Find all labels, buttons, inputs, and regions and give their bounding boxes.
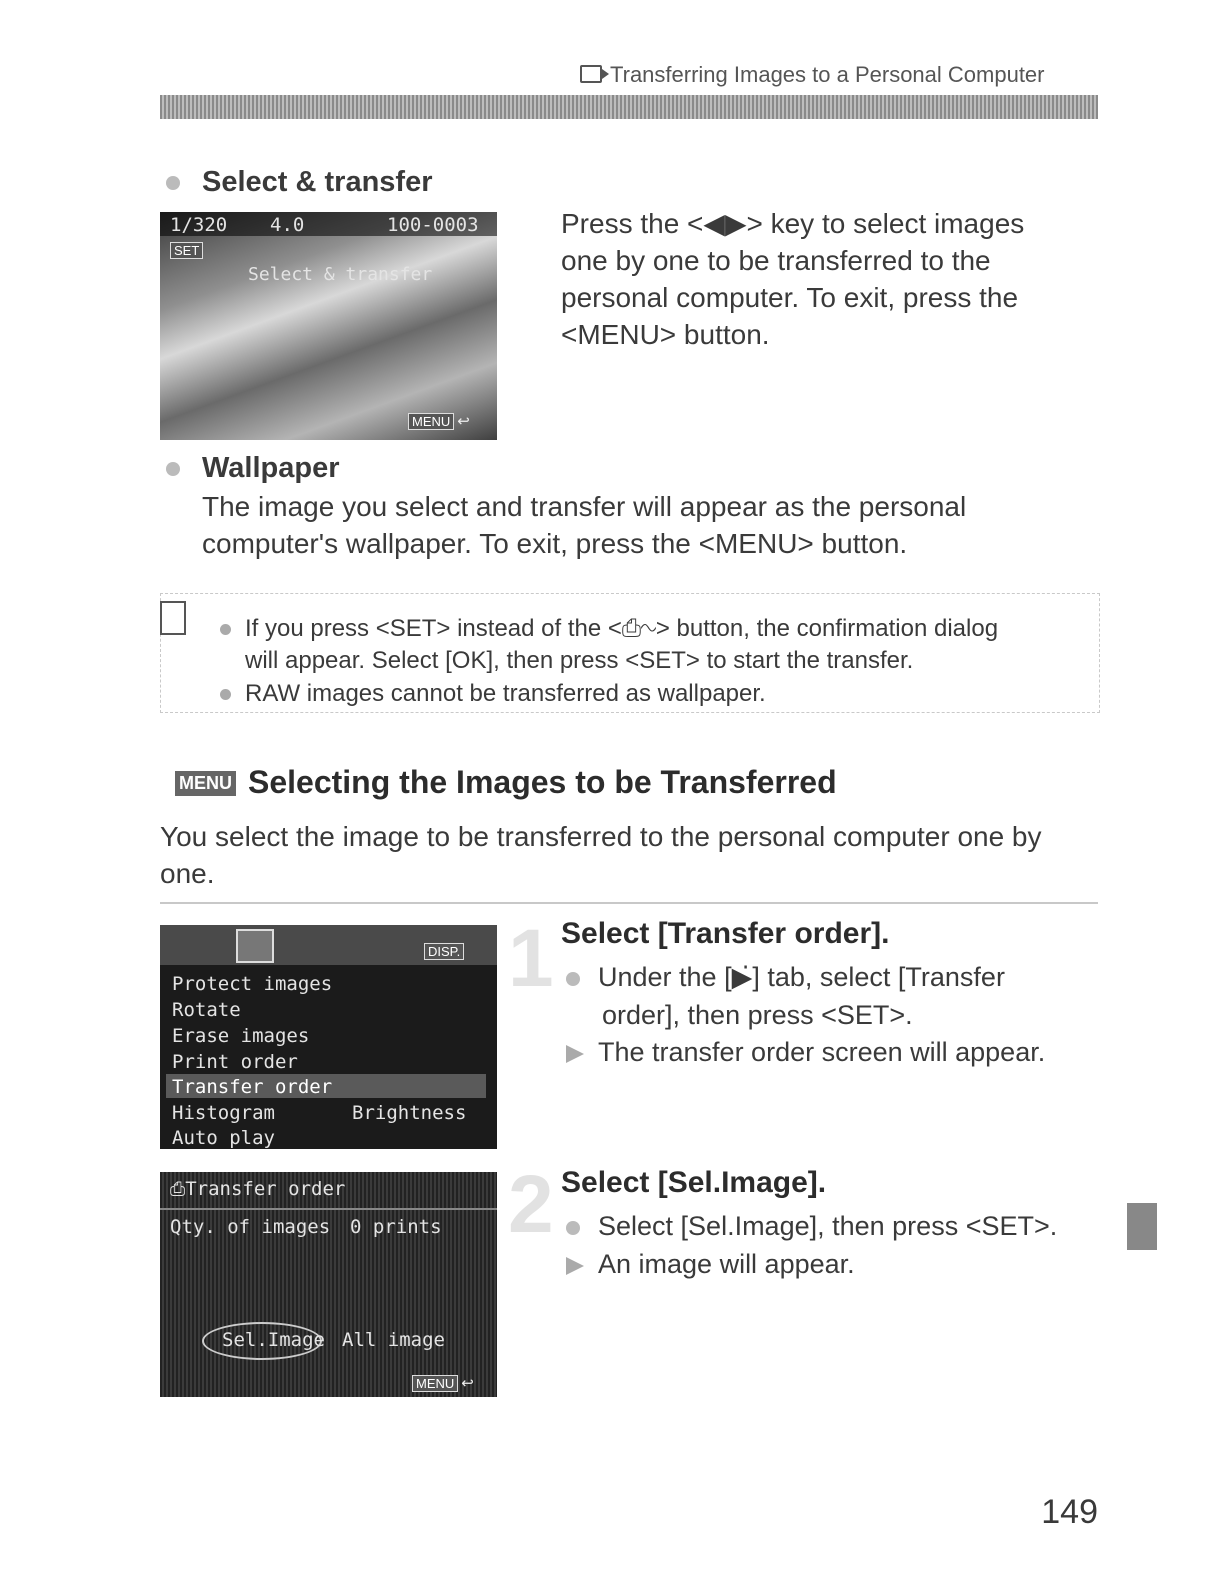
section-rule: [160, 902, 1098, 904]
screen-menu-badge: MENU ↩: [408, 412, 470, 431]
header-bar: [160, 95, 1098, 119]
transfer-order-screen: [160, 1172, 497, 1397]
menu-item-erase: Erase images: [172, 1025, 310, 1047]
menu-item-rotate: Rotate: [172, 999, 241, 1021]
step-2-line-1: Select [Sel.Image], then press <SET>.: [566, 1211, 1057, 1242]
page-number: 149: [1041, 1493, 1098, 1531]
disp-badge: DISP.: [424, 943, 464, 961]
bullet-icon: [566, 972, 580, 986]
all-image-button: All image: [342, 1329, 445, 1351]
transfer-icon: [580, 65, 602, 83]
step-1-title: Select [Transfer order].: [561, 917, 890, 950]
set-badge: SET: [170, 242, 203, 260]
select-transfer-text: Press the <◀▶> key to select images one by one to be transferred to the personal computer. To exit, press the <MENU> button.: [561, 208, 1025, 350]
note-line-3: RAW images cannot be transferred as wallpaper.: [220, 680, 766, 708]
wallpaper-heading: Wallpaper: [166, 452, 340, 485]
step-1-line-3: The transfer order screen will appear.: [566, 1037, 1045, 1068]
bullet-icon: [566, 1221, 580, 1235]
select-transfer-screen: [160, 212, 497, 440]
return-icon: ↩: [457, 413, 470, 430]
return-icon: ↩: [461, 1375, 474, 1392]
step-1-line-2: order], then press <SET>.: [602, 1000, 913, 1030]
note-line-1: If you press <SET> instead of the <⎙∿> button, the confirmation dialog: [220, 615, 998, 643]
aperture: 4.0: [270, 214, 305, 236]
menu-icon: MENU: [175, 771, 236, 796]
sel-image-button: Sel.Image: [222, 1329, 325, 1351]
transfer-order-title: ⎙Transfer order: [170, 1178, 346, 1200]
chapter-tab: [1127, 1203, 1157, 1250]
step-1-number: 1: [508, 913, 554, 1004]
bullet-icon: [220, 689, 231, 700]
bullet-icon: [166, 462, 180, 476]
menu-screen: [160, 925, 497, 1149]
file-number: 100-0003: [387, 214, 479, 236]
step-2-line-2: An image will appear.: [566, 1249, 855, 1280]
qty-label: Qty. of images: [170, 1216, 331, 1238]
transfer-icon: ⎙: [170, 1178, 186, 1200]
shutter-speed: 1/320: [170, 214, 228, 236]
note-line-2: will appear. Select [OK], then press <SET> to start the transfer.: [245, 647, 914, 674]
wallpaper-text: The image you select and transfer will appear as the personal computer's wallpaper. To exit, press the <MENU> button.: [202, 491, 967, 559]
section-intro: You select the image to be transferred to the personal computer one by one.: [160, 821, 1042, 889]
menu-item-protect: Protect images: [172, 973, 333, 995]
screen-divider: [160, 1208, 497, 1210]
menu-item-auto-play: Auto play: [172, 1127, 275, 1149]
section-title: MENU Selecting the Images to be Transferred: [175, 764, 837, 801]
result-arrow-icon: [566, 1045, 584, 1063]
playback-tab-icon: [236, 929, 274, 963]
menu-item-print-order: Print order: [172, 1051, 298, 1073]
histogram-value: Brightness: [352, 1102, 467, 1124]
header-title: Transferring Images to a Personal Computer: [610, 62, 1045, 87]
step-2-title: Select [Sel.Image].: [561, 1166, 827, 1199]
bullet-icon: [166, 176, 180, 190]
bullet-icon: [220, 624, 231, 635]
result-arrow-icon: [566, 1257, 584, 1275]
note-icon: [160, 601, 186, 635]
menu-item-histogram: Histogram: [172, 1102, 275, 1124]
menu-item-transfer-order: Transfer order: [172, 1076, 333, 1098]
qty-value: 0 prints: [350, 1216, 442, 1238]
step-2-number: 2: [508, 1159, 554, 1250]
step-1-line-1: Under the [▶̇] tab, select [Transfer: [566, 962, 1005, 993]
page-header: [580, 62, 1045, 88]
screen-menu-badge: MENU ↩: [412, 1374, 474, 1393]
select-transfer-heading: Select & transfer: [166, 166, 433, 199]
screen-overlay-text: Select & transfer: [248, 264, 433, 285]
